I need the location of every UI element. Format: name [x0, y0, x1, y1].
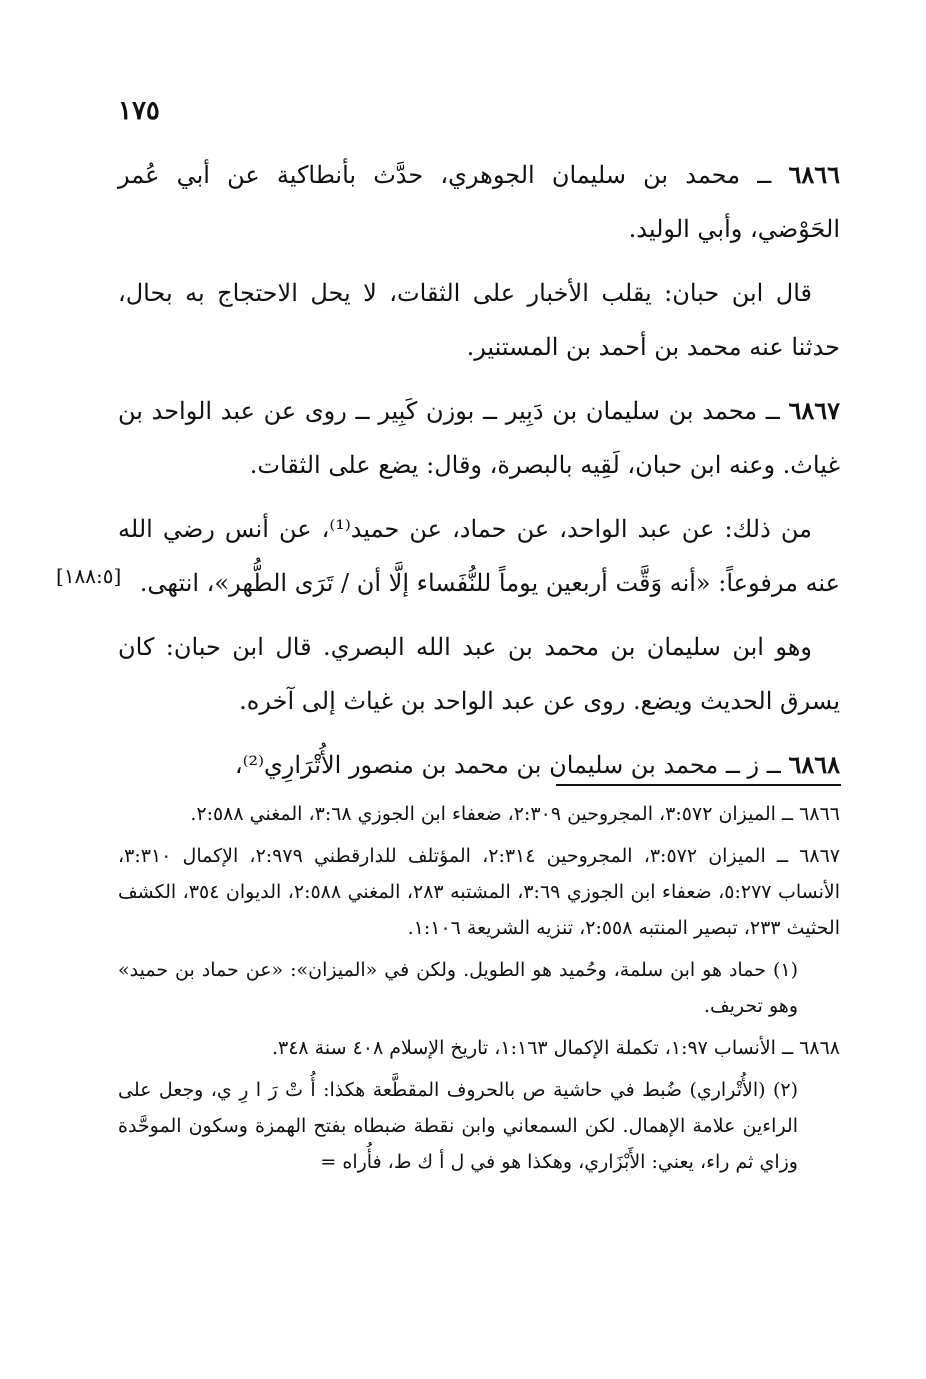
footnote-text: ــ الميزان ٣:٥٧٢، المجروحين ٢:٣١٤، المؤتلف للدارقطني ٢:٩٧٩، الإكمال ٣:٣١٠، الأنساب ٥:٢٧٧، ضعفاء ابن الجوزي ٣:٦٩، المشتبه ٢٨٣، المغني ٢:٥٨٨، الديوان ٣٥٤، الكشف الحثيث ٢٣٣، تبصير المنتبه ٢:٥٥٨، تنزيه الشريعة ١:١٠٦. — [118, 845, 841, 939]
footnote-text: ــ الأنساب ١:٩٧، تكملة الإكمال ١:١٦٣، تاريخ الإسلام ٤٠٨ سنة ٣٤٨. — [271, 1037, 800, 1059]
footnote-1 — [118, 952, 840, 1024]
footnote-text: حماد هو ابن سلمة، وحُميد هو الطويل. ولكن في «الميزان»: «عن حماد بن حميد» وهو تحريف. — [118, 959, 798, 1017]
entry-6866-comment — [118, 266, 840, 374]
entry-number: ٦٨٦٨ — [788, 750, 840, 779]
entry-number: ٦٨٦٧ — [788, 396, 840, 425]
entry-text: ــ محمد بن سليمان بن دَبِير ــ بوزن كَبِير ــ روى عن عبد الواحد بن غياث. وعنه ابن حبان، لَقِيه بالبصرة، وقال: يضع على الثقات. — [118, 397, 840, 479]
entry-6867 — [118, 384, 840, 492]
footnote-number: (١) — [772, 959, 798, 981]
footnote-6866 — [118, 796, 840, 832]
page-reference: [١٨٨:٥] — [56, 564, 122, 588]
footnotes — [118, 796, 840, 1186]
main-text — [118, 148, 840, 802]
entry-6867-hadith — [118, 502, 840, 610]
page-number: ١٧٥ — [118, 96, 160, 126]
entry-number: ٦٨٦٦ — [788, 160, 840, 189]
footnote-separator — [556, 784, 841, 786]
entry-text: وهو ابن سليمان بن محمد بن عبد الله البصري. قال ابن حبان: كان يسرق الحديث ويضع. روى عن عبد الواحد بن غياث إلى آخره. — [118, 633, 840, 715]
footnote-number: ٦٨٦٦ — [799, 803, 840, 825]
entry-text: ــ ز ــ محمد بن سليمان بن محمد بن منصور الأُتْرَارِي⁽²⁾، — [234, 751, 789, 779]
footnote-number: ٦٨٦٧ — [799, 845, 840, 867]
entry-6866 — [118, 148, 840, 256]
footnote-6867 — [118, 838, 840, 946]
footnote-6868 — [118, 1030, 840, 1066]
footnote-text: (الأُتْراري) ضُبط في حاشية ص بالحروف المقطَّعة هكذا: أُ تْ رَ ا رِ ي، وجعل على الراءين علامة الإهمال. لكن السمعاني وابن نقطة ضبطاه بفتح الهمزة وسكون الموحَّدة وزاي ثم راء، يعني: الأَبْزَاري، وهكذا هو في ل أ ك ط، فأُراه = — [118, 1079, 798, 1173]
footnote-2 — [118, 1072, 840, 1180]
entry-text: من ذلك: عن عبد الواحد، عن حماد، عن حميد⁽¹⁾، عن أنس رضي الله عنه مرفوعاً: «أنه وَقَّت أربعين يوماً للنُّفَساء إلَّا أن / تَرَى الطُّهر»، انتهى. — [118, 515, 840, 597]
entry-text: ــ محمد بن سليمان الجوهري، حدَّث بأنطاكية عن أبي عُمر الحَوْضي، وأبي الوليد. — [118, 161, 840, 243]
footnote-text: ــ الميزان ٣:٥٧٢، المجروحين ٢:٣٠٩، ضعفاء ابن الجوزي ٣:٦٨، المغني ٢:٥٨٨. — [190, 803, 800, 825]
entry-6867-comment — [118, 620, 840, 728]
entry-text: قال ابن حبان: يقلب الأخبار على الثقات، لا يحل الاحتجاج به بحال، حدثنا عنه محمد بن أحمد بن المستنير. — [118, 279, 840, 361]
footnote-number: ٦٨٦٨ — [799, 1037, 840, 1059]
footnote-number: (٢) — [772, 1079, 798, 1101]
